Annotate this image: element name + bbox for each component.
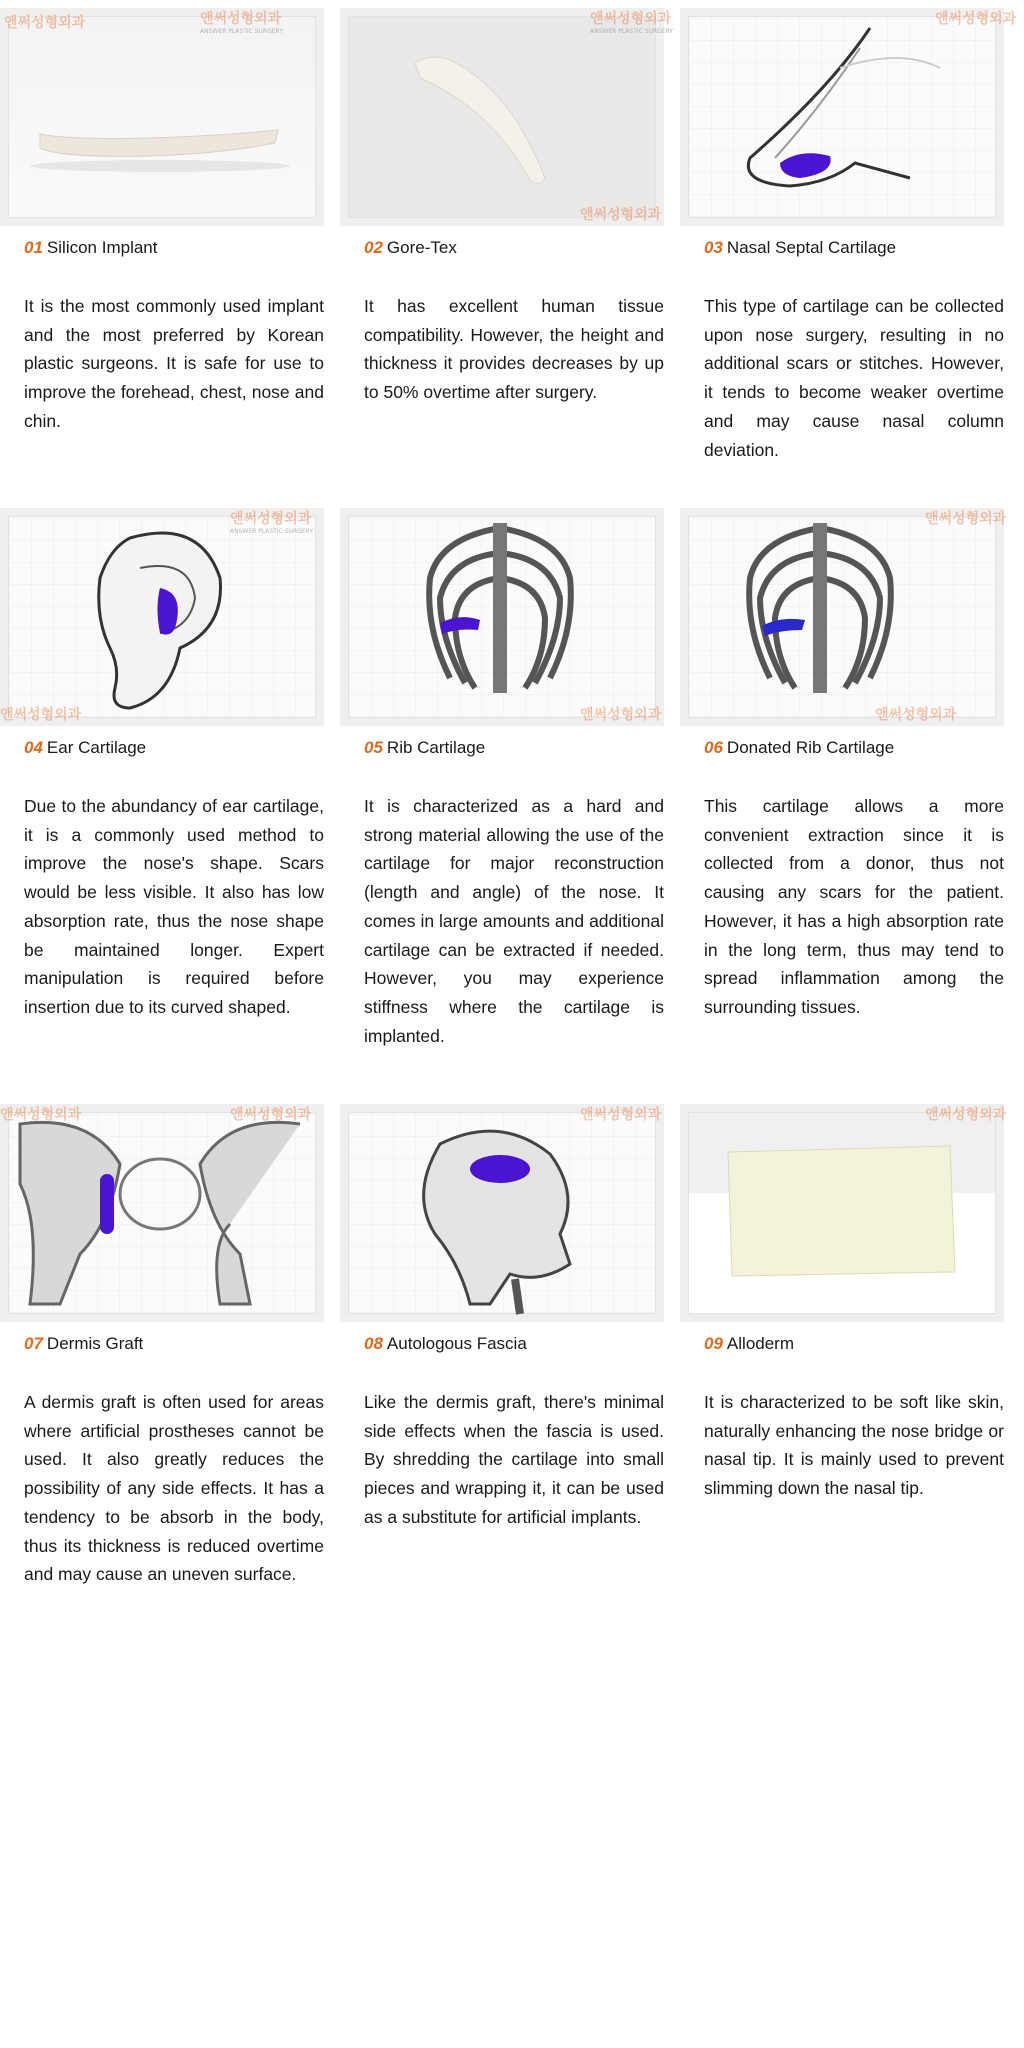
watermark-logo: 앤써성형외과	[0, 707, 82, 723]
ear-image	[0, 508, 324, 726]
material-description: It has excellent human tissue compatibility. However, the height and thickness it provides decreases by up to 50% overtime after surgery.	[364, 296, 664, 403]
pelvis-xray-image	[0, 1104, 324, 1322]
rib-cage-illustration	[340, 508, 664, 726]
material-description: It is the most commonly used implant and the most preferred by Korean plastic surgeons. It is safe for use to improve the forehead, chest, nose and chin.	[24, 296, 324, 431]
pelvis-xray-illustration	[0, 1104, 324, 1322]
watermark-logo: 앤써성형외과 ANSWER PLASTIC SURGERY	[230, 511, 314, 535]
donated-rib-illustration	[680, 508, 1007, 726]
watermark-logo: 앤써성형외과	[925, 1107, 1007, 1123]
watermark-logo: 앤써성형외과	[0, 1107, 82, 1123]
ear-illustration	[0, 508, 324, 726]
watermark-logo: 앤써성형외과	[580, 1107, 662, 1123]
alloderm-sheet-image	[680, 1104, 1007, 1322]
material-description: It is characterized as a hard and strong material allowing the use of the cartilage for major reconstruction (length and angle) of the nose. It comes in large amounts and additional cartilage can be extracted if needed. However, you may experience stiffness where the cartilage is implanted.	[364, 796, 664, 1046]
rib-cage-image	[340, 508, 664, 726]
material-title: 02 Gore-Tex	[364, 238, 457, 257]
watermark-logo: 앤써성형외과	[4, 15, 86, 31]
material-title: 08 Autologous Fascia	[364, 1334, 527, 1353]
gore-tex-image	[340, 8, 674, 226]
watermark-logo: 앤써성형외과	[230, 1107, 312, 1123]
material-description: This type of cartilage can be collected upon nose surgery, resulting in no additional scars or stitches. However, it tends to become weaker overtime and may cause nasal column deviation.	[704, 296, 1004, 460]
material-title: 06 Donated Rib Cartilage	[704, 738, 895, 757]
nasal-septum-image	[680, 8, 1017, 226]
material-title: 01 Silicon Implant	[24, 238, 158, 257]
material-description: Due to the abundancy of ear cartilage, it is a commonly used method to improve the nose's shape. Scars would be less visible. It also has low absorption rate, thus the nose shape be maintained longer. Expert manipulation is required before insertion due to its curved shaped.	[24, 796, 324, 1017]
watermark-logo: 앤써성형외과	[935, 11, 1017, 27]
skull-xray-image	[340, 1104, 664, 1322]
material-description: A dermis graft is often used for areas where artificial prostheses cannot be used. It also greatly reduces the possibility of any side effects. It has a tendency to be absorb in the body, thus its thickness is reduced overtime and may cause an uneven surface.	[24, 1392, 324, 1585]
material-description: This cartilage allows a more convenient extraction since it is collected from a donor, thus not causing any scars for the patient. However, it has a high absorption rate in the long term, thus may tend to spread inflammation among the surrounding tissues.	[704, 796, 1004, 1017]
watermark-logo: 앤써성형외과	[925, 511, 1007, 527]
gore-tex-illustration	[340, 8, 664, 226]
watermark-logo: 앤써성형외과	[580, 707, 662, 723]
watermark-logo: 앤써성형외과	[580, 207, 662, 223]
material-title: 09 Alloderm	[704, 1334, 795, 1353]
material-title: 03 Nasal Septal Cartilage	[704, 238, 897, 257]
alloderm-sheet-illustration	[680, 1104, 1007, 1322]
material-title: 04 Ear Cartilage	[24, 738, 147, 757]
donated-rib-image	[680, 508, 1007, 726]
material-title: 05 Rib Cartilage	[364, 738, 486, 757]
material-title: 07 Dermis Graft	[24, 1334, 144, 1353]
watermark-logo: 앤써성형외과 ANSWER PLASTIC SURGERY	[200, 11, 284, 35]
material-description: Like the dermis graft, there's minimal side effects when the fascia is used. By shredding the cartilage into small pieces and wrapping it, it can be used as a substitute for artificial implants.	[364, 1392, 664, 1527]
skull-xray-illustration	[340, 1104, 664, 1322]
watermark-logo: 앤써성형외과	[875, 707, 957, 723]
silicon-implant-image	[0, 8, 324, 226]
material-description: It is characterized to be soft like skin, naturally enhancing the nose bridge or nasal tip. It is mainly used to prevent slimming down the nasal tip.	[704, 1392, 1004, 1499]
silicon-implant-illustration	[0, 8, 324, 226]
watermark-logo: 앤써성형외과 ANSWER PLASTIC SURGERY	[590, 11, 674, 35]
nose-illustration	[680, 8, 1004, 226]
